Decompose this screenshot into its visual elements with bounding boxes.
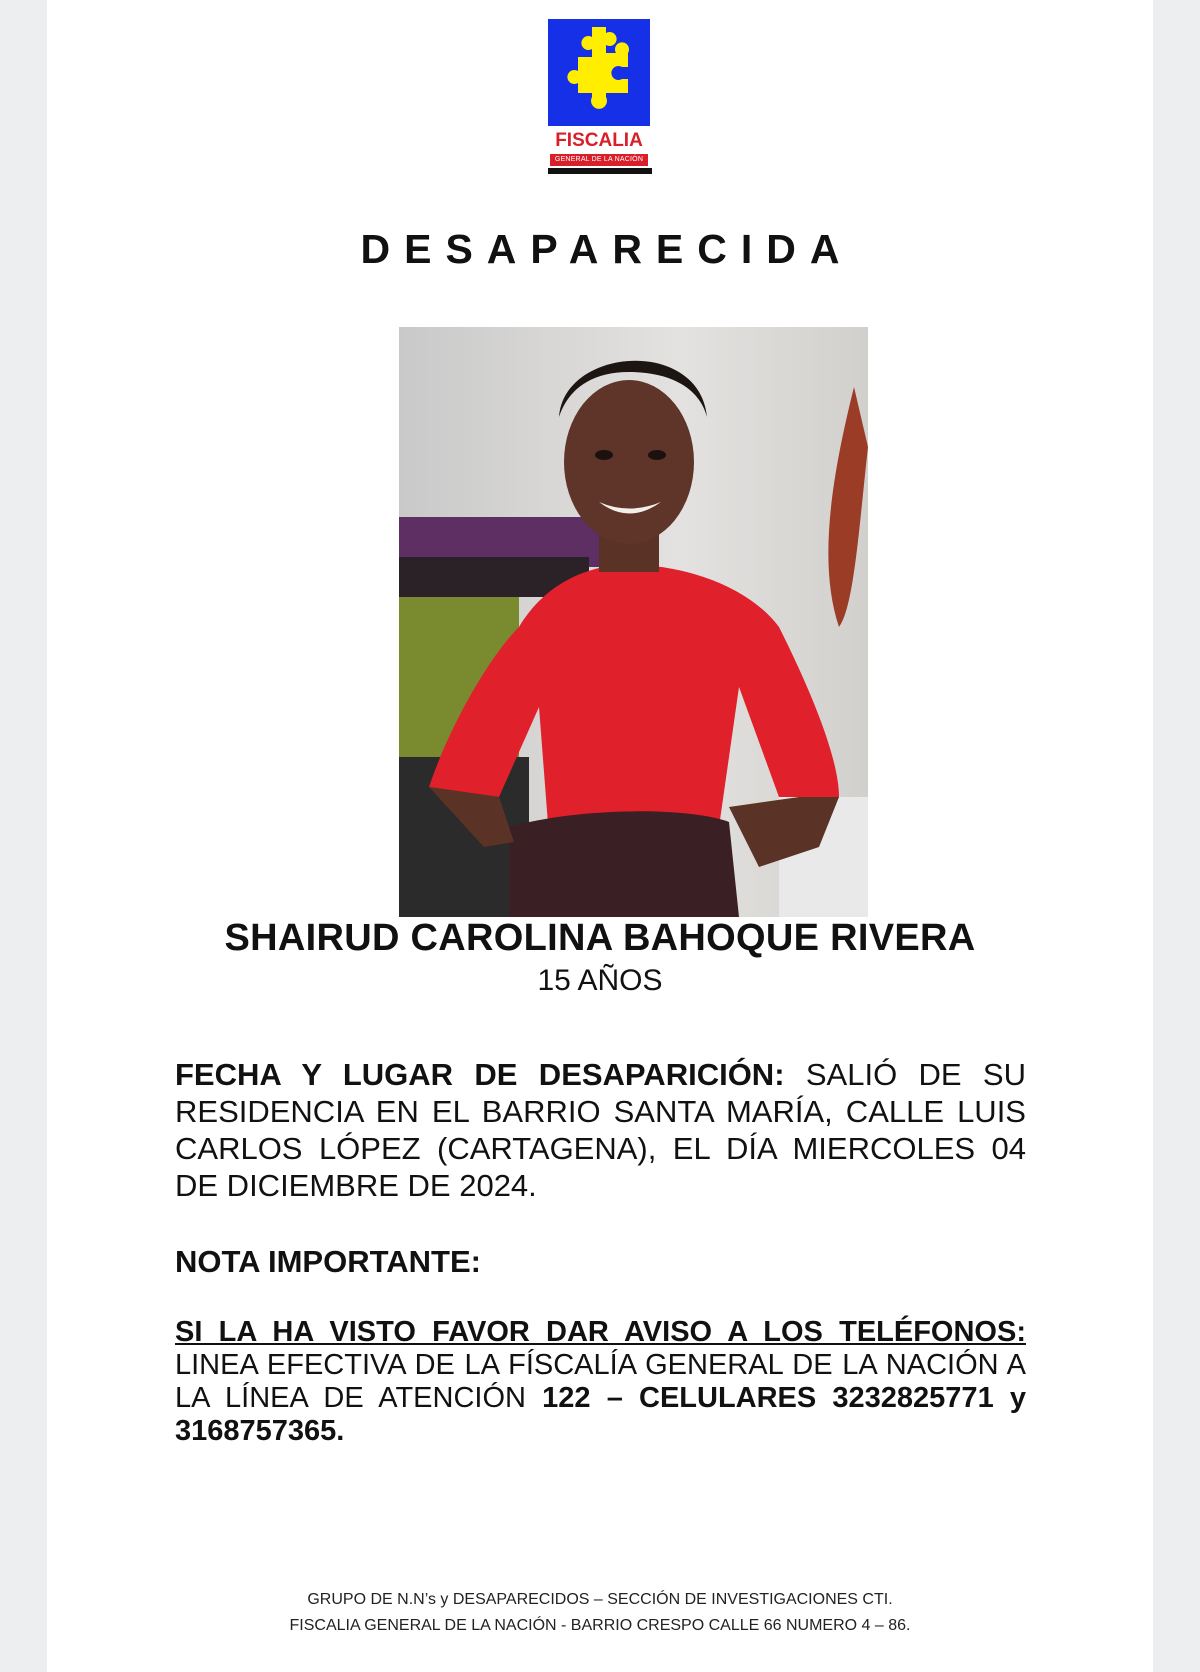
contact-numbers: 122 – CELULARES 3232825771 y 3168757365. bbox=[175, 1382, 1026, 1447]
fiscalia-logo bbox=[548, 19, 650, 179]
disappearance-paragraph bbox=[175, 1056, 1026, 1204]
missing-person-photo bbox=[399, 327, 868, 917]
puzzle-piece-icon bbox=[548, 19, 650, 126]
footer-line-1: GRUPO DE N.N’s y DESAPARECIDOS – SECCIÓN DE INVESTIGACIONES CTI. bbox=[307, 1591, 893, 1608]
note-label: NOTA IMPORTANTE: bbox=[175, 1244, 481, 1279]
disappearance-label: FECHA Y LUGAR DE DESAPARICIÓN: bbox=[175, 1057, 785, 1092]
logo-underline bbox=[548, 168, 652, 174]
logo-blue-box bbox=[548, 19, 650, 126]
contact-text: LINEA EFECTIVA DE LA FÍSCALÍA GENERAL DE LA NACIÓN A LA LÍNEA DE ATENCIÓN bbox=[175, 1349, 1026, 1414]
poster-title: DESAPARECIDA bbox=[360, 226, 854, 272]
footer-line-2: FISCALIA GENERAL DE LA NACIÓN - BARRIO CRESPO CALLE 66 NUMERO 4 – 86. bbox=[289, 1617, 911, 1634]
logo-brand-text: FISCALIA bbox=[555, 130, 643, 151]
person-name: SHAIRUD CAROLINA BAHOQUE RIVERA bbox=[224, 917, 976, 959]
contact-paragraph bbox=[175, 1316, 1026, 1448]
logo-subtitle: GENERAL DE LA NACIÓN bbox=[550, 154, 648, 166]
disappearance-text: SALIÓ DE SU RESIDENCIA EN EL BARRIO SANTA MARÍA, CALLE LUIS CARLOS LÓPEZ (CARTAGENA), EL DÍA MIERCOLES 04 DE DICIEMBRE DE 2024. bbox=[175, 1057, 1026, 1203]
person-age: 15 AÑOS bbox=[537, 964, 663, 997]
contact-heading: SI LA HA VISTO FAVOR DAR AVISO A LOS TELÉFONOS: bbox=[175, 1316, 1026, 1348]
